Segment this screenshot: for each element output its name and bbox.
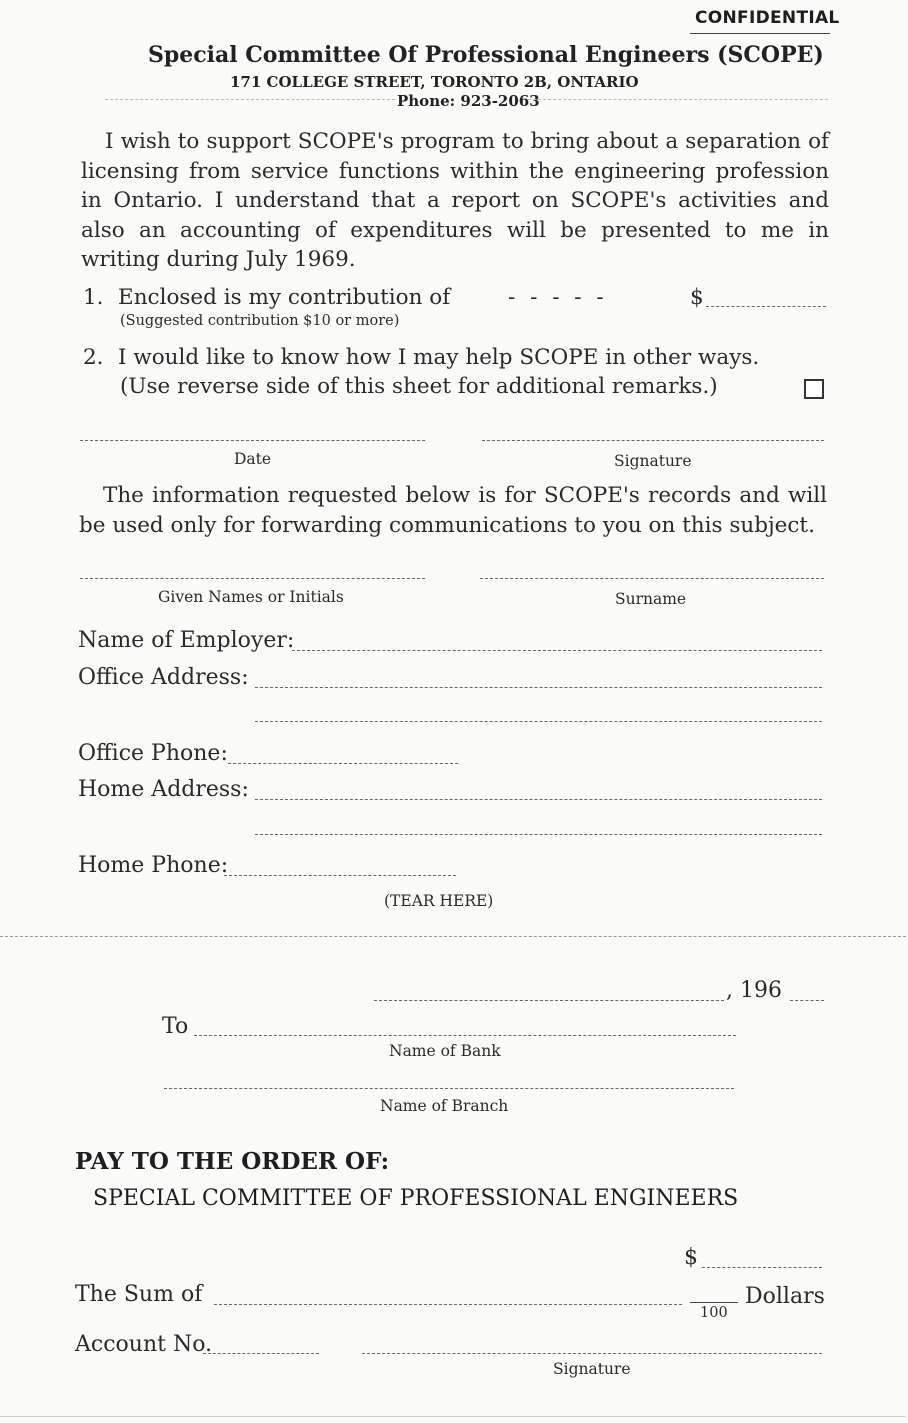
cheque-amount-field[interactable] [702, 1267, 822, 1268]
tear-line [0, 936, 906, 937]
info-paragraph [79, 481, 827, 540]
confidential-underline [690, 33, 830, 34]
item1-number: 1. [83, 285, 104, 310]
pay-to-heading: PAY TO THE ORDER OF: [75, 1148, 390, 1175]
surname-label: Surname [615, 590, 687, 608]
item2-text: I would like to know how I may help SCOPE in other ways. [118, 345, 760, 370]
confidential-label: CONFIDENTIAL [695, 8, 840, 28]
office-phone-field[interactable] [228, 763, 458, 764]
date-label: Date [234, 450, 272, 468]
header-rule-right [528, 99, 828, 100]
home-address-field-line1[interactable] [255, 799, 822, 800]
branch-name-field[interactable] [164, 1088, 734, 1089]
tear-here-label: (TEAR HERE) [384, 892, 494, 910]
organization-address: 171 COLLEGE STREET, TORONTO 2B, ONTARIO [230, 73, 639, 91]
item2-note: (Use reverse side of this sheet for additional remarks.) [120, 374, 718, 399]
given-names-label: Given Names or Initials [158, 588, 344, 606]
item2-number: 2. [83, 345, 104, 370]
account-number-field[interactable] [203, 1353, 319, 1354]
cheque-year-field[interactable] [790, 1000, 824, 1001]
employer-field[interactable] [292, 650, 822, 651]
bank-name-field[interactable] [194, 1035, 736, 1036]
surname-field[interactable] [480, 578, 824, 579]
contribution-amount-field[interactable] [706, 306, 826, 307]
organization-phone: Phone: 923-2063 [397, 92, 540, 110]
date-field[interactable] [80, 440, 425, 441]
branch-name-label: Name of Branch [380, 1097, 509, 1115]
sum-words-field[interactable] [214, 1304, 682, 1305]
help-checkbox[interactable] [804, 379, 824, 399]
dollars-label: Dollars [745, 1284, 825, 1309]
cheque-signature-label: Signature [553, 1360, 631, 1378]
item1-currency-symbol: $ [690, 285, 704, 310]
cheque-date-field[interactable] [374, 1000, 724, 1001]
cheque-to-label: To [162, 1014, 189, 1039]
sum-of-label: The Sum of [75, 1282, 203, 1307]
given-names-field[interactable] [80, 578, 425, 579]
employer-label: Name of Employer: [78, 628, 295, 653]
office-phone-label: Office Phone: [78, 741, 228, 766]
page-bottom-rule [0, 1416, 906, 1417]
cheque-signature-field[interactable] [362, 1353, 822, 1354]
account-number-label: Account No. [75, 1332, 213, 1357]
payee-name: SPECIAL COMMITTEE OF PROFESSIONAL ENGINEERS [93, 1186, 739, 1211]
cheque-year-prefix: , 196 [726, 978, 782, 1003]
home-phone-label: Home Phone: [78, 853, 229, 878]
home-address-label: Home Address: [78, 777, 249, 802]
signature-label: Signature [614, 452, 692, 470]
fraction-bar [690, 1302, 738, 1303]
item1-note: (Suggested contribution $10 or more) [120, 313, 400, 329]
office-address-field-line2[interactable] [255, 721, 822, 722]
info-text: The information requested below is for SCOPE's records and will be used only for forwarding communications to you on this subject. [79, 483, 827, 538]
item1-text: Enclosed is my contribution of [118, 285, 451, 310]
home-phone-field[interactable] [224, 875, 456, 876]
intro-text: I wish to support SCOPE's program to bring about a separation of licensing from service functions within the engineering profession in Ontario. I understand that a report on SCOPE's activities and also an accounting of expenditures will be presented to me in writing during July 1969. [81, 129, 829, 272]
intro-paragraph [81, 127, 829, 275]
item1-leader: - - - - - [508, 285, 608, 310]
cheque-currency-symbol: $ [684, 1245, 698, 1270]
organization-title: Special Committee Of Professional Engineers (SCOPE) [148, 42, 824, 68]
bank-name-label: Name of Bank [389, 1042, 501, 1060]
office-address-label: Office Address: [78, 665, 249, 690]
header-rule-left [105, 99, 395, 100]
home-address-field-line2[interactable] [255, 834, 822, 835]
signature-field[interactable] [482, 440, 824, 441]
office-address-field-line1[interactable] [255, 687, 822, 688]
fraction-denominator: 100 [700, 1305, 728, 1321]
